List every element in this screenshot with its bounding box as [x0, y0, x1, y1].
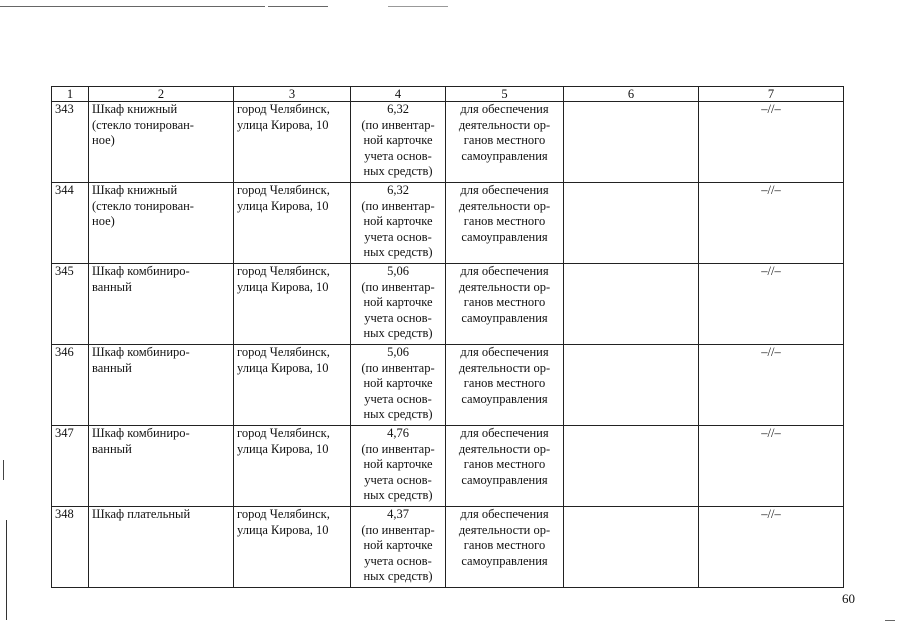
- value-line: ной карточке: [363, 295, 433, 309]
- column-number-header: 6: [564, 87, 699, 102]
- value-line: 5,06: [387, 264, 409, 278]
- column-7-cell: –//–: [699, 102, 844, 183]
- value-line: учета основ-: [364, 310, 432, 325]
- value-line: 4,37: [387, 507, 409, 521]
- purpose-line: деятельности ор-: [458, 441, 551, 456]
- purpose-line: ганов местного: [463, 457, 546, 471]
- row-number-cell: 347: [52, 426, 89, 507]
- column-number-header: 7: [699, 87, 844, 102]
- value-line: ной карточке: [363, 457, 433, 471]
- scan-artifact: [0, 6, 265, 7]
- purpose-cell: [446, 345, 564, 426]
- address-cell: [234, 507, 351, 588]
- scan-artifact: [885, 620, 895, 621]
- item-name-line: ное): [92, 133, 115, 147]
- item-name-line: (стекло тонирован-: [92, 198, 194, 213]
- item-name-line: ванный: [92, 441, 132, 456]
- scan-artifact: [268, 6, 328, 7]
- row-number-cell: 344: [52, 183, 89, 264]
- item-name-line: Шкаф плательный: [92, 507, 191, 521]
- purpose-cell: [446, 264, 564, 345]
- purpose-line: деятельности ор-: [458, 198, 551, 213]
- value-line: ных средств): [363, 407, 433, 421]
- value-line: (по инвентар-: [361, 522, 435, 537]
- item-name-cell: [89, 183, 234, 264]
- column-7-cell: –//–: [699, 264, 844, 345]
- value-line: 5,06: [387, 345, 409, 359]
- value-line: (по инвентар-: [361, 117, 435, 132]
- value-line: (по инвентар-: [361, 198, 435, 213]
- item-name-line: ванный: [92, 279, 132, 294]
- value-line: учета основ-: [364, 553, 432, 568]
- value-line: ной карточке: [363, 538, 433, 552]
- value-cell: [351, 507, 446, 588]
- column-number-header: 1: [52, 87, 89, 102]
- item-name-line: Шкаф книжный: [92, 102, 178, 116]
- address-line: город Челябинск,: [237, 426, 330, 440]
- address-line: улица Кирова, 10: [237, 441, 329, 456]
- value-cell: [351, 183, 446, 264]
- purpose-line: деятельности ор-: [458, 117, 551, 132]
- address-cell: [234, 345, 351, 426]
- row-number-cell: 345: [52, 264, 89, 345]
- column-number-header: 4: [351, 87, 446, 102]
- item-name-line: Шкаф комбиниро-: [92, 345, 190, 359]
- row-number-cell: 343: [52, 102, 89, 183]
- address-cell: [234, 183, 351, 264]
- table-row: [52, 183, 844, 264]
- scan-artifact: [388, 6, 448, 7]
- address-cell: [234, 102, 351, 183]
- item-name-cell: [89, 102, 234, 183]
- item-name-line: Шкаф книжный: [92, 183, 178, 197]
- purpose-line: ганов местного: [463, 376, 546, 390]
- column-6-cell: [564, 345, 699, 426]
- purpose-cell: [446, 426, 564, 507]
- value-line: учета основ-: [364, 472, 432, 487]
- address-line: улица Кирова, 10: [237, 279, 329, 294]
- purpose-line: ганов местного: [463, 214, 546, 228]
- address-line: город Челябинск,: [237, 183, 330, 197]
- purpose-line: самоуправления: [461, 229, 548, 244]
- value-line: 6,32: [387, 183, 409, 197]
- value-line: ной карточке: [363, 133, 433, 147]
- column-6-cell: [564, 264, 699, 345]
- value-cell: [351, 264, 446, 345]
- table-row: [52, 426, 844, 507]
- purpose-line: самоуправления: [461, 148, 548, 163]
- value-line: учета основ-: [364, 148, 432, 163]
- purpose-cell: [446, 507, 564, 588]
- purpose-line: деятельности ор-: [458, 522, 551, 537]
- value-line: ной карточке: [363, 376, 433, 390]
- purpose-line: для обеспечения: [460, 426, 549, 440]
- table-row: [52, 507, 844, 588]
- column-7-cell: –//–: [699, 345, 844, 426]
- page-number: 60: [842, 591, 855, 606]
- scan-artifact: [3, 460, 4, 480]
- purpose-line: самоуправления: [461, 472, 548, 487]
- value-cell: [351, 345, 446, 426]
- column-number-header: 3: [234, 87, 351, 102]
- value-line: (по инвентар-: [361, 441, 435, 456]
- value-line: (по инвентар-: [361, 279, 435, 294]
- purpose-line: ганов местного: [463, 295, 546, 309]
- purpose-line: деятельности ор-: [458, 279, 551, 294]
- value-line: ных средств): [363, 488, 433, 502]
- row-number-cell: 346: [52, 345, 89, 426]
- address-line: улица Кирова, 10: [237, 360, 329, 375]
- purpose-line: деятельности ор-: [458, 360, 551, 375]
- column-number-header: 2: [89, 87, 234, 102]
- purpose-line: для обеспечения: [460, 102, 549, 116]
- value-line: (по инвентар-: [361, 360, 435, 375]
- item-name-cell: [89, 345, 234, 426]
- value-line: ных средств): [363, 326, 433, 340]
- address-line: улица Кирова, 10: [237, 198, 329, 213]
- purpose-line: для обеспечения: [460, 345, 549, 359]
- address-line: город Челябинск,: [237, 102, 330, 116]
- item-name-cell: [89, 426, 234, 507]
- value-cell: [351, 426, 446, 507]
- item-name-line: Шкаф комбиниро-: [92, 426, 190, 440]
- address-cell: [234, 264, 351, 345]
- value-line: ных средств): [363, 569, 433, 583]
- purpose-line: самоуправления: [461, 391, 548, 406]
- value-line: ных средств): [363, 245, 433, 259]
- purpose-line: ганов местного: [463, 133, 546, 147]
- purpose-line: ганов местного: [463, 538, 546, 552]
- column-7-cell: –//–: [699, 183, 844, 264]
- item-name-line: ное): [92, 214, 115, 228]
- item-name-line: (стекло тонирован-: [92, 117, 194, 132]
- value-line: учета основ-: [364, 229, 432, 244]
- purpose-line: самоуправления: [461, 553, 548, 568]
- address-cell: [234, 426, 351, 507]
- item-name-cell: [89, 264, 234, 345]
- item-name-line: ванный: [92, 360, 132, 375]
- value-line: учета основ-: [364, 391, 432, 406]
- value-cell: [351, 102, 446, 183]
- table-row: [52, 264, 844, 345]
- value-line: 6,32: [387, 102, 409, 116]
- column-number-row: [52, 87, 844, 102]
- address-line: улица Кирова, 10: [237, 522, 329, 537]
- item-name-cell: [89, 507, 234, 588]
- purpose-cell: [446, 102, 564, 183]
- column-6-cell: [564, 183, 699, 264]
- row-number-cell: 348: [52, 507, 89, 588]
- item-name-line: Шкаф комбиниро-: [92, 264, 190, 278]
- scan-artifact: [6, 520, 7, 620]
- column-6-cell: [564, 507, 699, 588]
- value-line: 4,76: [387, 426, 409, 440]
- purpose-line: для обеспечения: [460, 264, 549, 278]
- property-register-table: [51, 86, 844, 588]
- address-line: город Челябинск,: [237, 345, 330, 359]
- purpose-line: для обеспечения: [460, 507, 549, 521]
- column-7-cell: –//–: [699, 507, 844, 588]
- column-7-cell: –//–: [699, 426, 844, 507]
- value-line: ных средств): [363, 164, 433, 178]
- column-6-cell: [564, 102, 699, 183]
- value-line: ной карточке: [363, 214, 433, 228]
- purpose-line: для обеспечения: [460, 183, 549, 197]
- table-row: [52, 345, 844, 426]
- column-number-header: 5: [446, 87, 564, 102]
- table-row: [52, 102, 844, 183]
- address-line: улица Кирова, 10: [237, 117, 329, 132]
- purpose-line: самоуправления: [461, 310, 548, 325]
- address-line: город Челябинск,: [237, 507, 330, 521]
- purpose-cell: [446, 183, 564, 264]
- address-line: город Челябинск,: [237, 264, 330, 278]
- column-6-cell: [564, 426, 699, 507]
